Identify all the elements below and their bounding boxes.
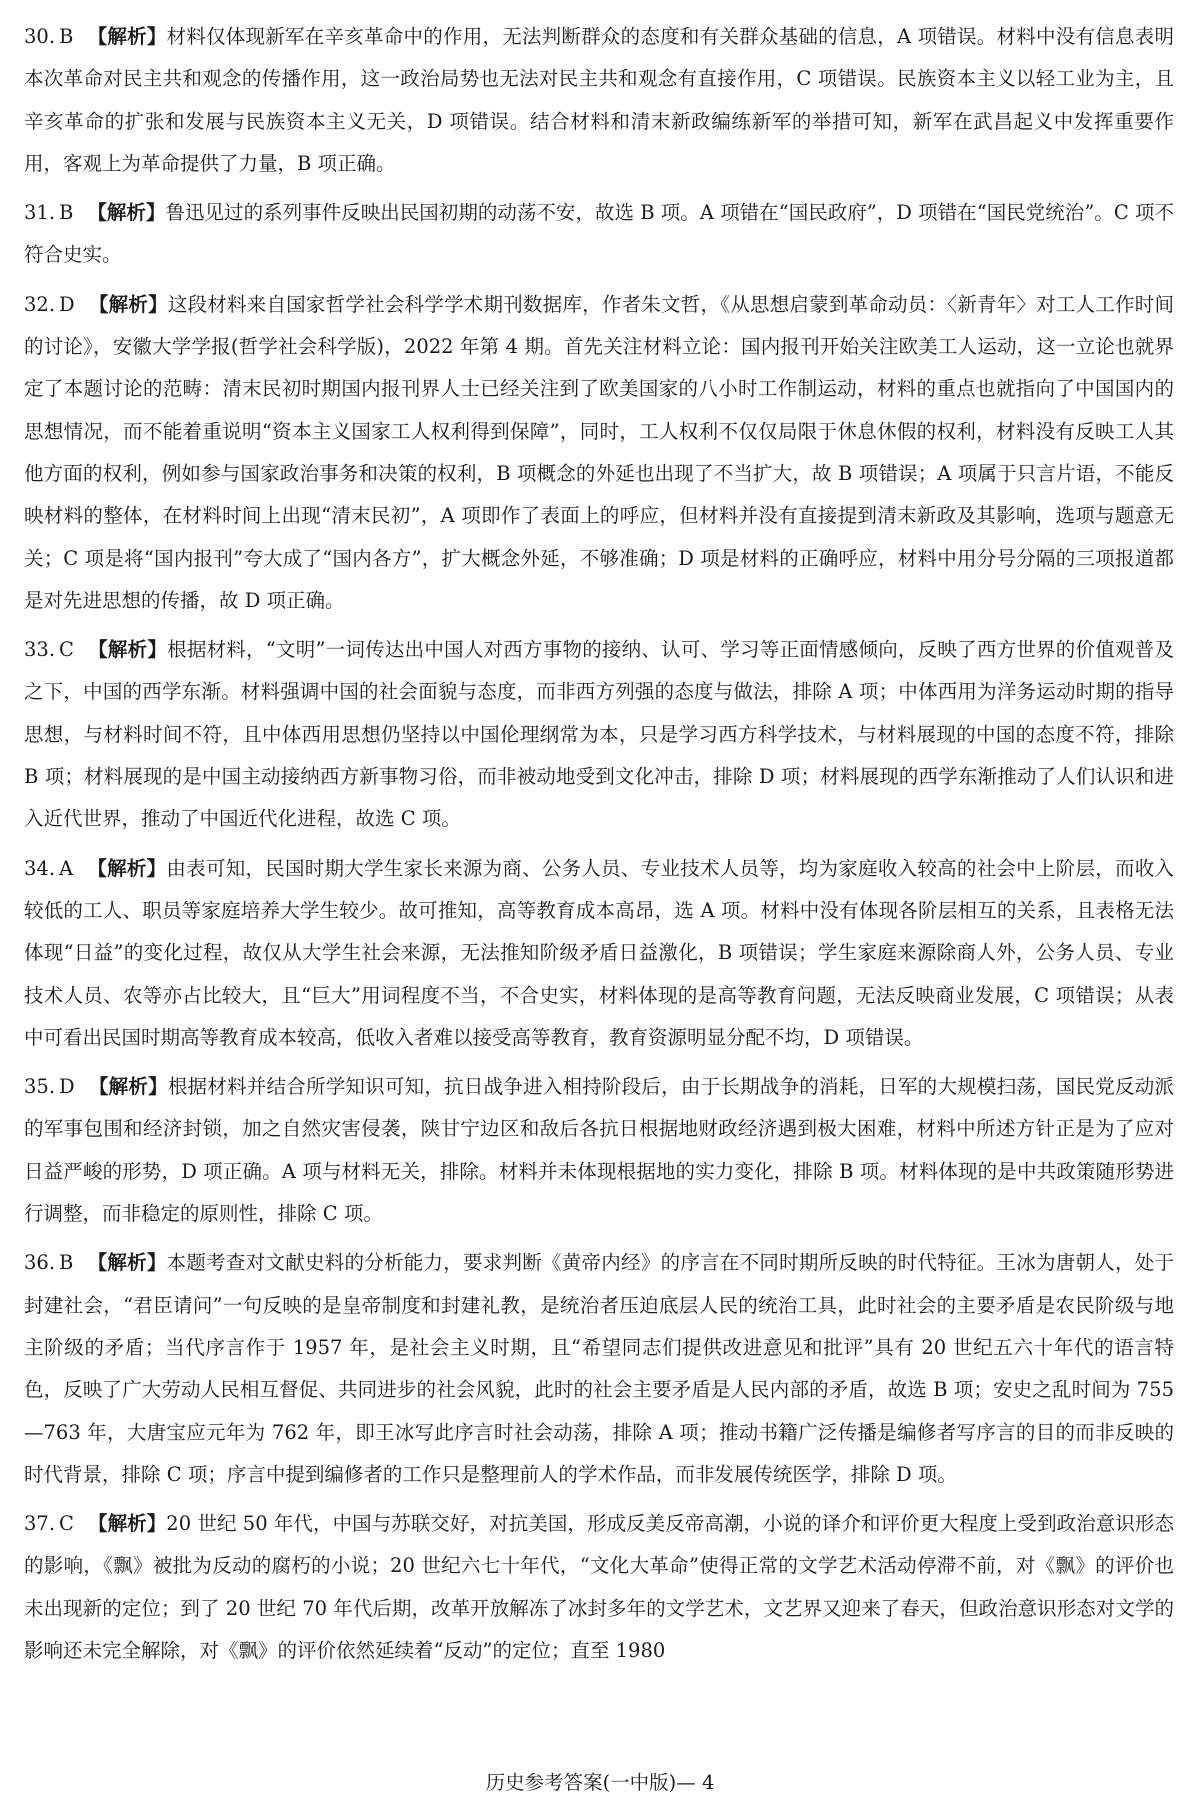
answer-letter: D: [59, 292, 75, 316]
analysis-text: 材料仅体现新军在辛亥革命中的作用，无法判断群众的态度和有关群众基础的信息，A 项错误。材料中没有信息表明本次革命对民主共和观念的传播作用，这一政治局势也无法对民主共和观念有直接作用，C 项错误。民族资本主义以轻工业为主，且辛亥革命的扩张和发展与民族资本主义无关，D 项错误。结合材料和清末新政编练新军的举措可知，新军在武昌起义中发挥重要作用，客观上为革命提供了力量，B 项正确。: [24, 25, 1174, 175]
answer-letter: C: [59, 638, 74, 662]
analysis-tag: 【解析】: [87, 1251, 167, 1275]
question-number: 34.: [24, 856, 56, 880]
answer-entry-33: [24, 629, 1174, 840]
question-number: 36.: [24, 1251, 56, 1275]
analysis-tag: 【解析】: [87, 25, 167, 48]
analysis-tag: 【解析】: [87, 201, 166, 225]
answer-letter: B: [59, 25, 74, 48]
question-number: 37.: [24, 1512, 56, 1536]
question-number: 31.: [24, 201, 56, 225]
answer-letter: B: [59, 1251, 74, 1275]
answer-letter: D: [59, 1075, 75, 1099]
answer-list: [24, 16, 1174, 1679]
answer-entry-30: [24, 16, 1174, 185]
analysis-tag: 【解析】: [87, 856, 167, 880]
analysis-text: 根据材料，“文明”一词传达出中国人对西方事物的接纳、认可、学习等正面情感倾向，反映了西方世界的价值观普及之下，中国的西学东渐。材料强调中国的社会面貌与态度，而非西方列强的态度与做法，排除 A 项；中体西用为洋务运动时期的指导思想，与材料时间不符，且中体西用思想仍坚持以中国伦理纲常为本，只是学习西方科学技术，与材料展现的中国的态度不符，排除 B 项；材料展现的是中国主动接纳西方新事物习俗，而非被动地受到文化冲击，排除 D 项；材料展现的西学东渐推动了人们认识和进入近代世界，推动了中国近代化进程，故选 C 项。: [24, 638, 1174, 831]
analysis-tag: 【解析】: [87, 638, 168, 662]
question-number: 30.: [24, 25, 56, 48]
analysis-tag: 【解析】: [88, 1075, 168, 1099]
answer-entry-34: [24, 848, 1174, 1059]
answer-letter: A: [59, 856, 74, 880]
question-number: 33.: [24, 638, 56, 662]
answer-letter: C: [59, 1512, 74, 1536]
analysis-text: 鲁迅见过的系列事件反映出民国初期的动荡不安，故选 B 项。A 项错在“国民政府”，D 项错在“国民党统治”。C 项不符合史实。: [24, 201, 1174, 267]
analysis-text: 根据材料并结合所学知识可知，抗日战争进入相持阶段后，由于长期战争的消耗，日军的大规模扫荡，国民党反动派的军事包围和经济封锁，加之自然灾害侵袭，陕甘宁边区和敌后各抗日根据地财政经济遇到极大困难，材料中所述方针正是为了应对日益严峻的形势，D 项正确。A 项与材料无关，排除。材料并未体现根据地的实力变化，排除 B 项。材料体现的是中共政策随形势进行调整，而非稳定的原则性，排除 C 项。: [24, 1075, 1174, 1226]
analysis-text: 这段材料来自国家哲学社会科学学术期刊数据库，作者朱文哲，《从思想启蒙到革命动员：〈新青年〉对工人工作时间的讨论》，安徽大学学报(哲学社会科学版)，2022 年第 4 期。首先关注材料立论：国内报刊开始关注欧美工人运动，这一立论也就界定了本题讨论的范畴：清末民初时期国内报刊界人士已经关注到了欧美国家的八小时工作制运动，材料的重点也就指向了中国国内的思想情况，而不能着重说明“资本主义国家工人权利得到保障”，同时，工人权利不仅仅局限于休息休假的权利，材料没有反映工人其他方面的权利，例如参与国家政治事务和决策的权利，B 项概念的外延也出现了不当扩大，故 B 项错误；A 项属于只言片语，不能反映材料的整体，在材料时间上出现“清末民初”，A 项即作了表面上的呼应，但材料并没有直接提到清末新政及其影响，选项与题意无关；C 项是将“国内报刊”夸大成了“国内各方”，扩大概念外延，不够准确；D 项是材料的正确呼应，材料中用分号分隔的三项报道都是对先进思想的传播，故 D 项正确。: [24, 292, 1175, 612]
answer-entry-37: [24, 1503, 1174, 1672]
analysis-text: 20 世纪 50 年代，中国与苏联交好，对抗美国，形成反美反帝高潮，小说的译介和评价更大程度上受到政治意识形态的影响，《飘》被批为反动的腐朽的小说；20 世纪六七十年代，“文化大革命”使得正常的文学艺术活动停滞不前，对《飘》的评价也未出现新的定位；到了 20 世纪 70 年代后期，改革开放解冻了冰封多年的文学艺术，文艺界又迎来了春天，但政治意识形态对文学的影响还未完全解除，对《飘》的评价依然延续着“反动”的定位；直至 1980: [24, 1512, 1174, 1662]
answer-entry-36: [24, 1242, 1174, 1496]
answer-letter: B: [59, 201, 74, 225]
analysis-tag: 【解析】: [87, 1512, 167, 1536]
question-number: 35.: [24, 1075, 56, 1099]
answer-entry-35: [24, 1066, 1174, 1235]
question-number: 32.: [24, 292, 56, 316]
answer-entry-31: [24, 192, 1174, 277]
analysis-text: 由表可知，民国时期大学生家长来源为商、公务人员、专业技术人员等，均为家庭收入较高的社会中上阶层，而收入较低的工人、职员等家庭培养大学生较少。故可推知，高等教育成本高昂，选 A 项。材料中没有体现各阶层相互的关系，且表格无法体现“日益”的变化过程，故仅从大学生社会来源，无法推知阶级矛盾日益激化，B 项错误；学生家庭来源除商人外，公务人员、专业技术人员、农等亦占比较大，且“巨大”用词程度不当，不合史实，材料体现的是高等教育问题，无法反映商业发展，C 项错误；从表中可看出民国时期高等教育成本较高，低收入者难以接受高等教育，教育资源明显分配不均，D 项错误。: [24, 856, 1174, 1049]
analysis-tag: 【解析】: [88, 292, 168, 316]
answer-entry-32: [24, 284, 1174, 622]
page-footer: 历史参考答案(一中版)— 4: [485, 1771, 715, 1794]
analysis-text: 本题考查对文献史料的分析能力，要求判断《黄帝内经》的序言在不同时期所反映的时代特征。王冰为唐朝人，处于封建社会，“君臣请问”一句反映的是皇帝制度和封建礼教，是统治者压迫底层人民的统治工具，此时社会的主要矛盾是农民阶级与地主阶级的矛盾；当代序言作于 1957 年，是社会主义时期，且“希望同志们提供改进意见和批评”具有 20 世纪五六十年代的语言特色，反映了广大劳动人民相互督促、共同进步的社会风貌，此时的社会主要矛盾是人民内部的矛盾，故选 B 项；安史之乱时间为 755—763 年，大唐宝应元年为 762 年，即王冰写此序言时社会动荡，排除 A 项；推动书籍广泛传播是编修者写序言的目的而非反映的时代背景，排除 C 项；序言中提到编修者的工作只是整理前人的学术作品，而非发展传统医学，排除 D 项。: [24, 1251, 1174, 1486]
